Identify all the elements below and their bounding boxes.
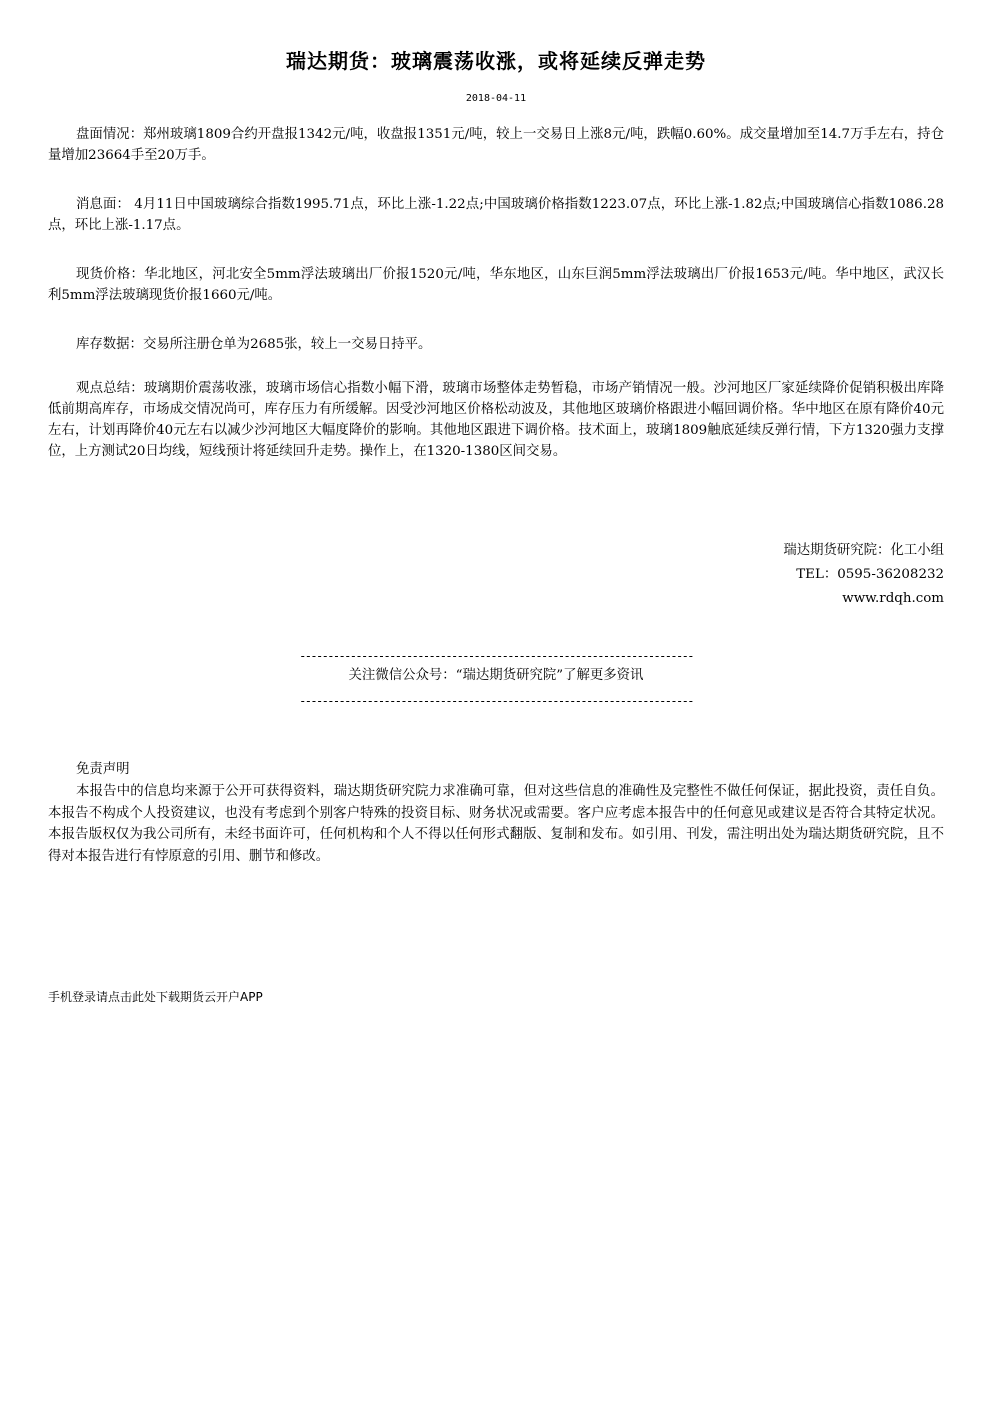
page-title: 瑞达期货：玻璃震荡收涨，或将延续反弹走势	[286, 49, 706, 73]
paragraph-news: 消息面： 4月11日中国玻璃综合指数1995.71点，环比上涨-1.22点;中国玻璃价格指数1223.07点，环比上涨-1.82点;中国玻璃信心指数1086.28点，环比上涨-1.17点。	[48, 197, 944, 233]
divider-top: ----------------------------------------------------------------------	[299, 649, 693, 663]
signature-tel: TEL：0595-36208232	[796, 567, 944, 582]
paragraph-market-overview: 盘面情况：郑州玻璃1809合约开盘报1342元/吨，收盘报1351元/吨，较上一交易日上涨8元/吨，跌幅0.60%。成交量增加至14.7万手左右，持仓量增加23664手至20万手。	[48, 127, 944, 163]
disclaimer-title: 免责声明	[76, 762, 130, 777]
paragraph-spot-price: 现货价格：华北地区，河北安全5mm浮法玻璃出厂价报1520元/吨，华东地区，山东巨润5mm浮法玻璃出厂价报1653元/吨。华中地区，武汉长利5mm浮法玻璃现货价报1660元/吨。	[48, 267, 944, 303]
signature-website: www.rdqh.com	[842, 591, 944, 606]
publish-date: 2018-04-11	[465, 93, 527, 104]
divider-bottom: ----------------------------------------------------------------------	[299, 694, 693, 708]
paragraph-inventory: 库存数据：交易所注册仓单为2685张，较上一交易日持平。	[76, 337, 432, 352]
disclaimer-text: 本报告中的信息均来源于公开可获得资料，瑞达期货研究院力求准确可靠，但对这些信息的准确性及完整性不做任何保证，据此投资，责任自负。本报告不构成个人投资建议，也没有考虑到个别客户特殊的投资目标、财务状况或需要。客户应考虑本报告中的任何意见或建议是否符合其特定状况。本报告版权仅为我公司所有，未经书面许可，任何机构和个人不得以任何形式翻版、复制和发布。如引用、刊发，需注明出处为瑞达期货研究院，且不得对本报告进行有悖原意的引用、删节和修改。	[48, 784, 944, 864]
wechat-follow-text: 关注微信公众号：“瑞达期货研究院”了解更多资讯	[348, 668, 644, 683]
signature-org: 瑞达期货研究院：化工小组	[783, 543, 944, 558]
app-download-link[interactable]: 手机登录请点击此处下载期货云开户APP	[48, 990, 263, 1004]
paragraph-summary: 观点总结：玻璃期价震荡收涨，玻璃市场信心指数小幅下滑，玻璃市场整体走势暂稳，市场产销情况一般。沙河地区厂家延续降价促销积极出库降低前期高库存，市场成交情况尚可，库存压力有所缓解。因受沙河地区价格松动波及，其他地区玻璃价格跟进小幅回调价格。华中地区在原有降价40元左右，计划再降价40元左右以减少沙河地区大幅度降价的影响。其他地区跟进下调价格。技术面上，玻璃1809触底延续反弹行情，下方1320强力支撑位，上方测试20日均线，短线预计将延续回升走势。操作上，在1320-1380区间交易。	[48, 381, 944, 459]
